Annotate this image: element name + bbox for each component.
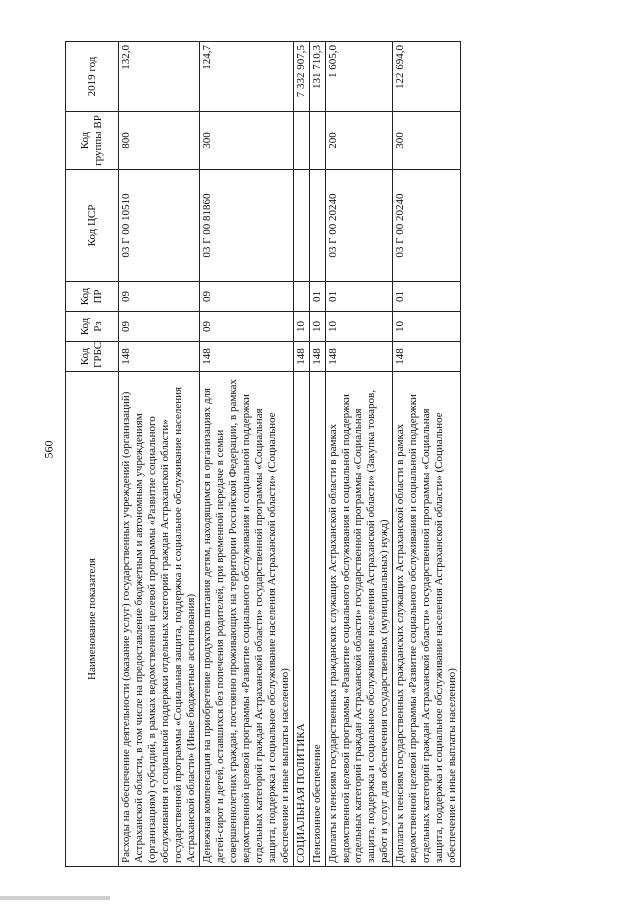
cell-grbs: 148 <box>199 342 293 372</box>
cell-value: 132,0 <box>119 42 200 112</box>
cell-vr: 300 <box>199 112 293 170</box>
header-year: 2019 год <box>66 42 119 112</box>
budget-table <box>65 41 461 867</box>
cell-rz: 10 <box>293 312 309 342</box>
cell-grbs: 148 <box>325 342 393 372</box>
cell-value: 122 694,0 <box>393 42 461 112</box>
cell-pr: 09 <box>199 282 293 312</box>
page-number: 560 <box>41 440 56 459</box>
cell-value: 1 605,0 <box>325 42 393 112</box>
cell-rz: 10 <box>393 312 461 342</box>
cell-name: Доплаты к пенсиям государственных гражданских служащих Астраханской области в рамках ведомственной целевой программы «Развитие социального обслуживания и социальной поддержки отдельных категорий граждан Астраханской области» государственной программы «Социальная защита, поддержка и социальное обслуживание населения Астраханской области» (Закупка товаров, работ и услуг для обеспечения государственных (муниципальных) нужд) <box>325 372 393 867</box>
cell-rz: 10 <box>309 312 325 342</box>
table-row <box>393 42 461 867</box>
cell-vr: 200 <box>325 112 393 170</box>
cell-pr: 01 <box>309 282 325 312</box>
cell-rz: 09 <box>119 312 200 342</box>
cell-value: 7 332 907,5 <box>293 42 309 112</box>
cell-name: Доплаты к пенсиям государственных гражданских служащих Астраханской области в рамках ведомственной целевой программы «Развитие социального обслуживания и социальной поддержки отдельных категорий граждан Астраханской области» государственной программы «Социальная защита, поддержка и социальное обслуживание населения Астраханской области» (Социальное обеспечение и иные выплаты населению) <box>393 372 461 867</box>
cell-csr <box>293 170 309 282</box>
header-row <box>66 42 119 867</box>
cell-name: Денежная компенсация на приобретение продуктов питания детям, находящимся в организациях для детей-сирот и детей, оставшихся без попечения родителей, при временной передаче в семьи совершеннолетних граждан, постоянно проживающих на территории Российской Федерации, в рамках ведомственной целевой программы «Развитие социального обслуживания и социальной поддержки отдельных категорий граждан Астраханской области» государственной программы «Социальная защита, поддержка и социальное обслуживание населения Астраханской области» (Социальное обеспечение и иные выплаты населению) <box>199 372 293 867</box>
cell-name: Пенсионное обеспечение <box>309 372 325 867</box>
cell-csr: 03 Г 00 10510 <box>119 170 200 282</box>
cell-csr <box>309 170 325 282</box>
cell-name: СОЦИАЛЬНАЯ ПОЛИТИКА <box>293 372 309 867</box>
rotated-table-area <box>65 42 639 867</box>
cell-value: 124,7 <box>199 42 293 112</box>
cell-value: 131 710,3 <box>309 42 325 112</box>
cell-rz: 09 <box>199 312 293 342</box>
cell-vr <box>293 112 309 170</box>
cell-csr: 03 Г 00 20240 <box>325 170 393 282</box>
cell-pr: 01 <box>393 282 461 312</box>
cell-grbs: 148 <box>293 342 309 372</box>
header-grbs: Код ГРБС <box>66 342 119 372</box>
cell-grbs: 148 <box>393 342 461 372</box>
cell-vr: 800 <box>119 112 200 170</box>
cell-vr <box>309 112 325 170</box>
table-row <box>119 42 200 867</box>
table-row <box>293 42 309 867</box>
cell-pr <box>293 282 309 312</box>
header-csr: Код ЦСР <box>66 170 119 282</box>
header-rz: Код Рз <box>66 312 119 342</box>
table-rotator <box>65 42 459 867</box>
header-vr: Код группы ВР <box>66 112 119 170</box>
cell-pr: 09 <box>119 282 200 312</box>
cell-csr: 03 Г 00 20240 <box>393 170 461 282</box>
table-row <box>325 42 393 867</box>
cell-grbs: 148 <box>119 342 200 372</box>
cell-vr: 300 <box>393 112 461 170</box>
scan-edge-mark <box>0 896 110 900</box>
cell-rz: 10 <box>325 312 393 342</box>
table-row <box>199 42 293 867</box>
cell-grbs: 148 <box>309 342 325 372</box>
cell-csr: 03 Г 00 81860 <box>199 170 293 282</box>
cell-name: Расходы на обеспечение деятельности (оказание услуг) государственных учреждений (организаций) Астраханской области, в том числе на предоставление бюджетным и автономным учреждениям (организациям) субсидий, в рамках ведомственной целевой программы «Развитие социального обслуживания и социальной поддержки отдельных категорий граждан Астраханской области» государственной программы «Социальная защита, поддержка и социальное обслуживание населения Астраханской области» (Иные бюджетные ассигнования) <box>119 372 200 867</box>
table-row <box>309 42 325 867</box>
header-pr: Код ПР <box>66 282 119 312</box>
header-name: Наименование показателя <box>66 372 119 867</box>
cell-pr: 01 <box>325 282 393 312</box>
